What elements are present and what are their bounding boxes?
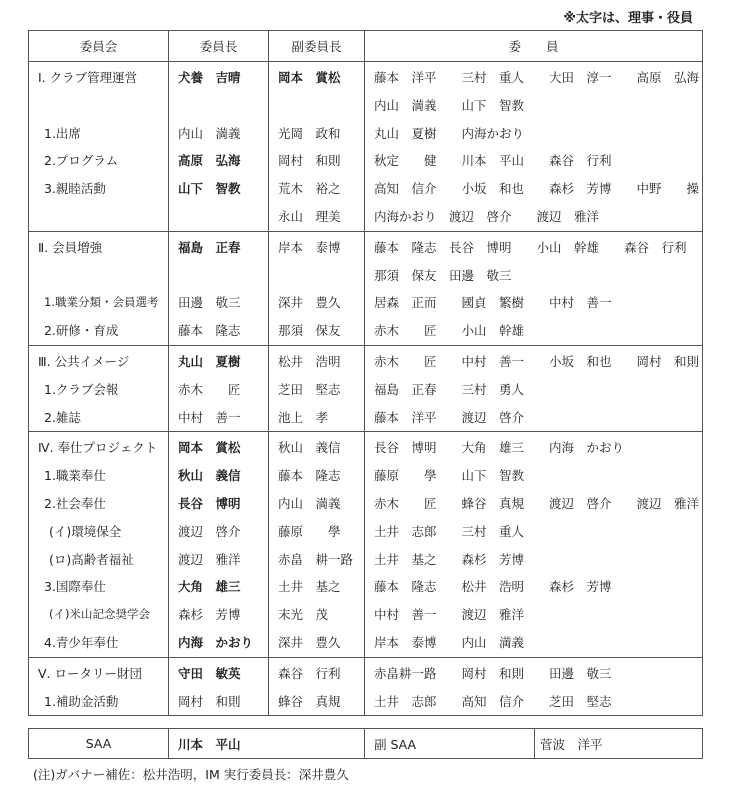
chair-name: 森杉 芳博 bbox=[178, 607, 241, 623]
committee-name bbox=[38, 203, 168, 231]
member-names: 福島 正春 三村 勇人 bbox=[374, 381, 525, 397]
chair-name: 中村 善一 bbox=[178, 409, 241, 425]
vice-chair-name: 深井 豊久 bbox=[278, 634, 341, 650]
member-names: 長谷 博明 大角 雄三 内海 かおり bbox=[374, 440, 625, 456]
chair-cell bbox=[169, 62, 269, 232]
members-cell bbox=[365, 62, 703, 232]
chair-name: 岡村 和則 bbox=[178, 693, 241, 709]
committee-name: 3.親睦活動 bbox=[44, 181, 106, 197]
chair-name: 大角 雄三 bbox=[178, 579, 241, 595]
member-names: 土井 基之 森杉 芳博 bbox=[374, 551, 525, 567]
header-chair: 委員長 bbox=[169, 31, 269, 62]
committee-name: (イ)米山記念奨学会 bbox=[49, 607, 150, 622]
vice-chair-name: 秋山 義信 bbox=[278, 440, 341, 456]
chair-name: 丸山 夏樹 bbox=[178, 353, 241, 369]
chair-name: 秋山 義信 bbox=[178, 468, 241, 484]
member-names: 赤木 匠 中村 善一 小坂 和也 岡村 和則 bbox=[374, 353, 700, 369]
vice-chair-name bbox=[278, 92, 364, 120]
saa-name: 川本 平山 bbox=[169, 729, 365, 759]
chair-name: 田邊 敬三 bbox=[178, 295, 241, 311]
saa-label: SAA bbox=[29, 729, 169, 759]
member-names: 藤原 學 山下 智教 bbox=[374, 468, 525, 484]
vice-chair-cell bbox=[269, 345, 365, 431]
member-names: 中村 善一 渡辺 雅洋 bbox=[374, 607, 525, 623]
chair-name: 山下 智教 bbox=[178, 181, 241, 197]
bold-note: ※太字は、理事・役員 bbox=[563, 11, 693, 26]
members-cell bbox=[365, 345, 703, 431]
committee-name: Ⅱ. 会員増強 bbox=[38, 239, 103, 255]
committee-name: 1.職業分類・会員選考 bbox=[44, 295, 159, 310]
member-names: 丸山 夏樹 内海かおり bbox=[374, 125, 525, 141]
committee-name: 2.雑誌 bbox=[44, 409, 81, 425]
members-cell bbox=[365, 231, 703, 345]
committee-name: 2.社会奉仕 bbox=[44, 495, 106, 511]
vice-chair-name: 藤本 隆志 bbox=[278, 468, 341, 484]
committee-name: 3.国際奉仕 bbox=[44, 579, 106, 595]
vice-chair-name: 森谷 行利 bbox=[278, 665, 341, 681]
header-committee: 委員会 bbox=[29, 31, 169, 62]
committee-section bbox=[29, 62, 703, 232]
saa-row bbox=[29, 729, 703, 759]
committee-name: Ⅴ. ロータリー財団 bbox=[38, 665, 142, 681]
chair-name: 赤木 匠 bbox=[178, 381, 241, 397]
chair-name bbox=[178, 92, 268, 120]
vice-chair-name: 那須 保友 bbox=[278, 323, 341, 339]
chair-name: 渡辺 啓介 bbox=[178, 523, 241, 539]
committee-name: (ロ)高齢者福祉 bbox=[49, 551, 134, 567]
footnote: (注)ガバナー補佐：松井浩明，IM 実行委員長：深井豊久 bbox=[33, 767, 349, 782]
chair-name: 高原 弘海 bbox=[178, 153, 241, 169]
member-names: 土井 志郎 高知 信介 芝田 堅志 bbox=[374, 693, 612, 709]
members-cell bbox=[365, 657, 703, 716]
committee-cell bbox=[29, 345, 169, 431]
committee-name: Ⅳ. 奉仕プロジェクト bbox=[38, 440, 158, 456]
member-names: 赤畠耕一路 岡村 和則 田邊 敬三 bbox=[374, 665, 612, 681]
committee-name: 1.クラブ会報 bbox=[44, 381, 119, 397]
vice-chair-name: 岡村 和則 bbox=[278, 153, 341, 169]
member-names: 高知 信介 小坂 和也 森杉 芳博 中野 操 bbox=[374, 181, 700, 197]
committee-section bbox=[29, 231, 703, 345]
committee-name: Ⅰ. クラブ管理運営 bbox=[38, 70, 138, 85]
committee-name: 1.出席 bbox=[44, 125, 81, 141]
vice-chair-name: 芝田 堅志 bbox=[278, 381, 341, 397]
vice-chair-cell bbox=[269, 231, 365, 345]
committee-section bbox=[29, 345, 703, 431]
member-names: 内山 満義 山下 智教 bbox=[374, 97, 525, 113]
vice-chair-name bbox=[278, 262, 364, 290]
committee-name: Ⅲ. 公共イメージ bbox=[38, 353, 130, 369]
vice-chair-cell bbox=[269, 657, 365, 716]
saa-table bbox=[28, 728, 703, 759]
vice-chair-name: 深井 豊久 bbox=[278, 295, 341, 311]
vice-chair-name: 藤原 學 bbox=[278, 523, 341, 539]
committee-name: 4.青少年奉仕 bbox=[44, 634, 119, 650]
chair-name: 福島 正春 bbox=[178, 239, 241, 255]
member-names: 赤木 匠 小山 幹雄 bbox=[374, 323, 525, 339]
chair-name: 守田 敏英 bbox=[178, 665, 241, 681]
committee-cell bbox=[29, 657, 169, 716]
committee-name: 2.プログラム bbox=[44, 153, 119, 169]
committee-table bbox=[28, 30, 703, 716]
vice-chair-cell bbox=[269, 62, 365, 232]
committee-section bbox=[29, 657, 703, 716]
chair-name bbox=[178, 203, 268, 231]
chair-cell bbox=[169, 657, 269, 716]
members-cell bbox=[365, 432, 703, 657]
committee-name: 1.補助金活動 bbox=[44, 693, 119, 709]
vice-chair-name: 岡本 賞松 bbox=[278, 70, 341, 85]
header-row bbox=[29, 31, 703, 62]
member-names: 秋定 健 川本 平山 森谷 行利 bbox=[374, 153, 612, 169]
committee-cell bbox=[29, 432, 169, 657]
vice-chair-name: 岸本 泰博 bbox=[278, 239, 341, 255]
committee-cell bbox=[29, 231, 169, 345]
committee-name: (イ)環境保全 bbox=[49, 523, 122, 539]
chair-name bbox=[178, 262, 268, 290]
chair-name: 犬養 吉晴 bbox=[178, 70, 241, 85]
member-names: 赤木 匠 蜂谷 真規 渡辺 啓介 渡辺 雅洋 bbox=[374, 495, 700, 511]
committee-name: 1.職業奉仕 bbox=[44, 468, 106, 484]
vice-chair-name: 池上 孝 bbox=[278, 409, 329, 425]
chair-name: 内海 かおり bbox=[178, 634, 254, 650]
header-members: 委 員 bbox=[365, 31, 703, 62]
member-names: 那須 保友 田邊 敬三 bbox=[374, 267, 512, 283]
committee-name bbox=[38, 92, 168, 120]
member-names: 藤本 隆志 長谷 博明 小山 幹雄 森谷 行利 bbox=[374, 239, 687, 255]
vice-chair-name: 永山 理美 bbox=[278, 208, 341, 224]
vice-saa-label: 副 SAA bbox=[365, 729, 535, 759]
member-names: 藤本 洋平 三村 重人 大田 淳一 高原 弘海 bbox=[374, 70, 700, 85]
member-names: 藤本 洋平 渡辺 啓介 bbox=[374, 409, 525, 425]
chair-cell bbox=[169, 432, 269, 657]
vice-chair-name: 末光 茂 bbox=[278, 607, 329, 623]
chair-name: 長谷 博明 bbox=[178, 495, 241, 511]
vice-chair-name: 松井 浩明 bbox=[278, 353, 341, 369]
committee-name bbox=[38, 262, 168, 290]
member-names: 藤本 隆志 松井 浩明 森杉 芳博 bbox=[374, 579, 612, 595]
member-names: 土井 志郎 三村 重人 bbox=[374, 523, 525, 539]
vice-chair-name: 赤畠 耕一路 bbox=[278, 551, 354, 567]
member-names: 内海かおり 渡辺 啓介 渡辺 雅洋 bbox=[374, 208, 600, 224]
vice-saa-name: 菅波 洋平 bbox=[535, 729, 703, 759]
committee-name: 2.研修・育成 bbox=[44, 323, 119, 339]
member-names: 岸本 泰博 内山 満義 bbox=[374, 634, 525, 650]
committee-section bbox=[29, 432, 703, 657]
vice-chair-name: 内山 満義 bbox=[278, 495, 341, 511]
chair-name: 内山 満義 bbox=[178, 125, 241, 141]
vice-chair-name: 荒木 裕之 bbox=[278, 181, 341, 197]
vice-chair-cell bbox=[269, 432, 365, 657]
committee-cell bbox=[29, 62, 169, 232]
header-vice-chair: 副委員長 bbox=[269, 31, 365, 62]
chair-name: 岡本 賞松 bbox=[178, 440, 241, 456]
chair-name: 藤本 隆志 bbox=[178, 323, 241, 339]
chair-name: 渡辺 雅洋 bbox=[178, 551, 241, 567]
chair-cell bbox=[169, 345, 269, 431]
chair-cell bbox=[169, 231, 269, 345]
member-names: 居森 正而 國貞 繁樹 中村 善一 bbox=[374, 295, 612, 311]
vice-chair-name: 光岡 政和 bbox=[278, 125, 341, 141]
vice-chair-name: 蜂谷 真規 bbox=[278, 693, 341, 709]
vice-chair-name: 土井 基之 bbox=[278, 579, 341, 595]
